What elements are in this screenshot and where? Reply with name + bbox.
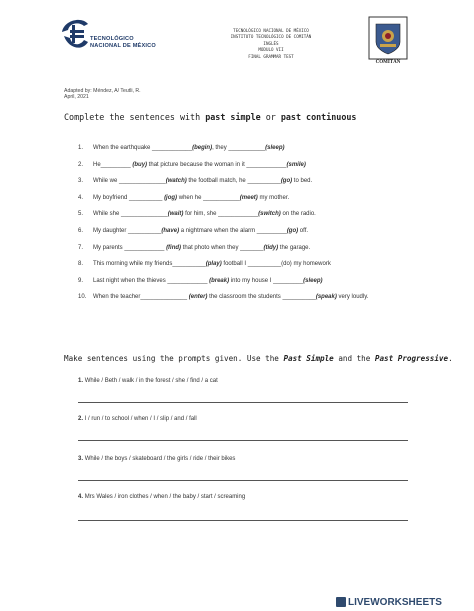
item-verb-2: (sleep): [303, 277, 323, 284]
item-post: to bed.: [292, 178, 313, 185]
prompt-number: 3.: [78, 456, 84, 462]
item-text[interactable]: [93, 290, 418, 305]
tecnm-logo: [58, 14, 178, 64]
brand-badge-icon: [336, 597, 346, 607]
adapted-by: [64, 88, 141, 101]
item-pre: He_________: [93, 161, 133, 168]
item-number: 7.: [78, 244, 84, 251]
section2-title-i1: Past Simple: [283, 354, 334, 363]
exercise-item: [78, 194, 418, 211]
liveworksheets-logo: [336, 596, 442, 608]
item-verb-1: (watch): [165, 178, 187, 185]
item-text[interactable]: [93, 210, 418, 218]
item-verb-1: (wait): [167, 211, 184, 218]
answer-line[interactable]: [78, 402, 408, 403]
header-line-3: INGLÉS: [263, 40, 279, 46]
exercise-list: [78, 144, 418, 317]
item-number: 5.: [78, 211, 84, 218]
adapted-authors: Adapted by: Méndez, A/ Teutli, R.: [64, 88, 141, 94]
item-mid: for him, she ____________: [183, 211, 259, 218]
item-verb-2: (sleep): [265, 145, 285, 151]
seal-label: COMITÁN: [375, 60, 401, 65]
item-mid: a nightmare when the alarm _________: [179, 227, 287, 234]
item-text[interactable]: [93, 177, 418, 185]
item-text[interactable]: [93, 244, 418, 252]
section1-title-bold2: past continuous: [280, 112, 357, 122]
item-pre: While we ______________: [93, 178, 166, 185]
answer-line[interactable]: [78, 440, 408, 441]
item-verb-1: (play): [205, 261, 222, 268]
item-text[interactable]: [93, 277, 418, 285]
exercise-item: [78, 161, 418, 178]
item-pre: When the earthquake ____________: [93, 145, 193, 151]
item-number: 1.: [78, 145, 84, 151]
item-number: 3.: [78, 178, 84, 185]
item-mid: the classroom the students __________: [207, 294, 316, 301]
answer-line[interactable]: [78, 520, 408, 521]
prompt-item: [78, 378, 218, 384]
section1-title-mid: or: [260, 112, 281, 122]
section2-title-pre: Make sentences using the prompts given. Use the: [64, 354, 284, 363]
item-number: 4.: [78, 194, 84, 201]
item-verb-2: (go): [280, 178, 293, 185]
header-line-2: INSTITUTO TECNOLÓGICO DE COMITÁN: [230, 34, 312, 40]
section1-title-pre: Complete the sentences with: [64, 112, 206, 122]
item-mid: , they ___________: [212, 145, 266, 151]
adapted-date: April, 2021: [64, 94, 89, 101]
item-verb-1: (jog): [164, 194, 178, 201]
item-mid: football I __________(do) my homework: [221, 261, 331, 268]
header-line-5: FINAL GRAMMAR TEST: [248, 53, 294, 59]
item-mid: when he ___________: [177, 194, 240, 201]
item-mid: the football match, he __________: [186, 178, 281, 185]
prompt-number: 2.: [78, 416, 84, 422]
exercise-item: [78, 260, 418, 277]
item-pre: My boyfriend __________: [93, 194, 165, 201]
item-verb-1: (find): [166, 244, 182, 251]
item-number: 6.: [78, 227, 84, 234]
section2-title: [64, 354, 453, 363]
prompt-text: I / run / to school / when / I / slip / and / fall: [84, 416, 197, 422]
answer-line[interactable]: [78, 480, 408, 481]
item-number: 2.: [78, 161, 84, 168]
prompt-item: [78, 494, 245, 500]
item-text[interactable]: [93, 227, 418, 235]
item-pre: My daughter __________: [93, 227, 162, 234]
item-verb-1: (break): [209, 277, 230, 284]
item-post: the garage.: [278, 244, 311, 251]
section2-title-i2: Past Progressive: [374, 354, 449, 363]
item-verb-2: (switch): [258, 211, 281, 218]
prompt-number: 1.: [78, 378, 84, 384]
item-pre: When the teacher______________: [93, 294, 189, 301]
item-post: off.: [298, 227, 309, 234]
item-mid: that photo when they _______: [181, 244, 264, 251]
exercise-item: [78, 177, 418, 194]
item-post: my mother.: [257, 194, 290, 201]
brand-name: LIVEWORKSHEETS: [348, 596, 442, 608]
prompt-number: 4.: [78, 494, 84, 500]
item-number: 10.: [78, 294, 87, 301]
item-number: 8.: [78, 261, 84, 268]
exercise-item: [78, 144, 418, 161]
prompt-text: Mrs Wales / iron clothes / when / the baby / start / screaming: [84, 494, 246, 500]
item-mid: that picture because the woman in it ____________: [147, 161, 287, 168]
section1-title-bold1: past simple: [205, 112, 261, 122]
item-number: 9.: [78, 277, 84, 284]
prompt-item: [78, 416, 197, 422]
item-post: very loudly.: [336, 294, 369, 301]
itc-seal-logo: [366, 16, 410, 71]
item-text[interactable]: [93, 161, 418, 169]
section2-title-post: .: [448, 354, 453, 363]
exercise-item: [78, 227, 418, 244]
item-text[interactable]: [93, 194, 418, 202]
prompt-text: While / Beth / walk / in the forest / she / find / a cat: [84, 378, 218, 384]
item-verb-2: (meet): [239, 194, 258, 201]
item-pre: Last night when the thieves ____________: [93, 277, 210, 284]
prompt-text: While / the boys / skateboard / the girls / ride / their bikes: [84, 456, 236, 462]
prompt-item: [78, 456, 235, 462]
exercise-item: [78, 244, 418, 261]
document-header: [210, 28, 332, 60]
logo-text-line-2: NACIONAL DE MÉXICO: [90, 43, 156, 49]
item-post: on the radio.: [280, 211, 316, 218]
section1-title: [64, 112, 356, 122]
item-verb-1: (begin): [192, 145, 213, 151]
item-verb-1: (have): [161, 227, 180, 234]
item-verb-1: (buy): [132, 161, 148, 168]
header-line-1: TECNOLÓGICO NACIONAL DE MÉXICO: [233, 28, 309, 33]
item-verb-2: (smile): [286, 161, 306, 168]
item-mid: into my house I _________: [229, 277, 304, 284]
exercise-item: [78, 210, 418, 227]
item-pre: My parents ____________: [93, 244, 167, 251]
item-verb-1: (enter): [188, 294, 208, 301]
item-verb-2: (go): [286, 227, 299, 234]
item-verb-2: (speak): [315, 294, 337, 301]
item-text[interactable]: [93, 260, 418, 268]
header-line-4: MODULO VII: [258, 47, 284, 53]
item-pre: While she ______________: [93, 211, 168, 218]
item-pre: This morning while my friends__________: [93, 261, 206, 268]
item-verb-2: (tidy): [263, 244, 279, 251]
section2-title-mid: and the: [333, 354, 375, 363]
item-text[interactable]: [93, 144, 418, 152]
exercise-item: [78, 293, 418, 317]
logo-text-line-1: TECNOLÓGICO: [90, 36, 134, 42]
